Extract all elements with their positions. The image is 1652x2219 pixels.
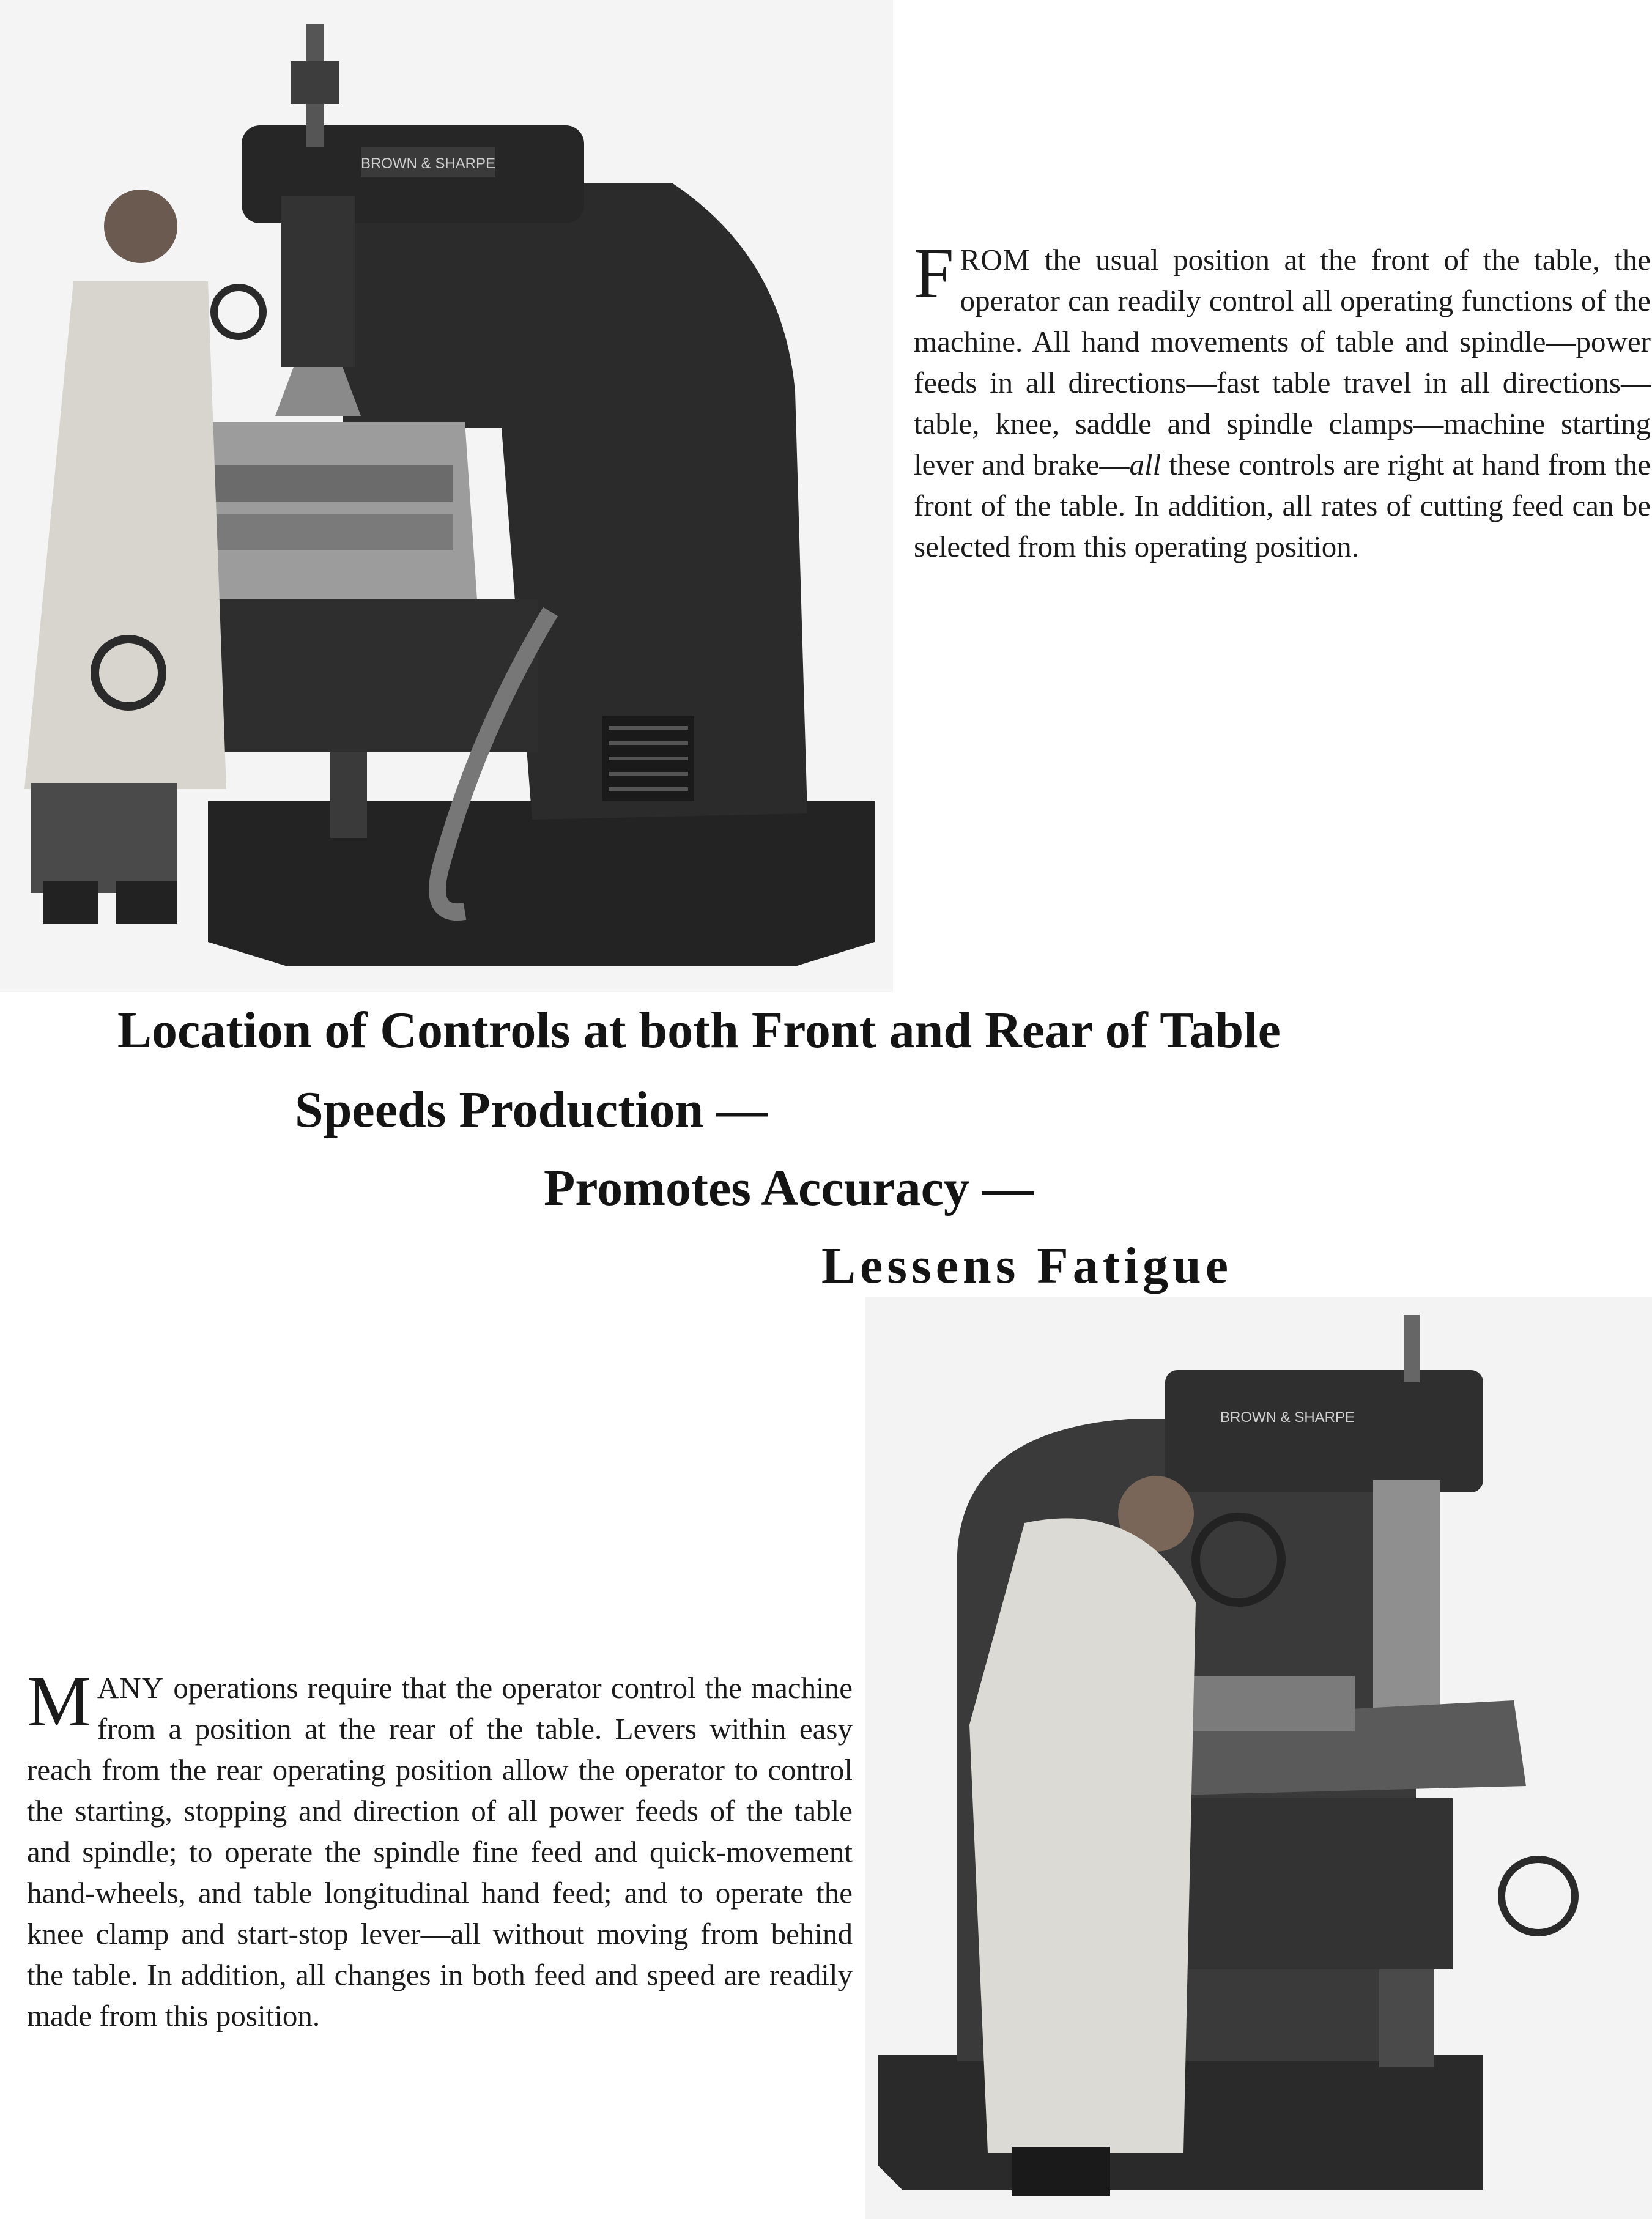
dropcap-m: M: [27, 1661, 91, 1741]
front-controls-paragraph: [914, 233, 1651, 567]
headline-line-3: Promotes Accuracy —: [544, 1160, 1034, 1217]
paragraph-lead-word: ANY: [97, 1671, 165, 1705]
headline-line-4: Lessens Fatigue: [821, 1237, 1232, 1294]
paragraph-lead-word: ROM: [960, 243, 1031, 276]
nameplate-bottom: BROWN & SHARPE: [1220, 1409, 1355, 1426]
rear-controls-paragraph: [27, 1661, 853, 2036]
top-machine-photo: [0, 0, 893, 992]
paragraph-body: operations require that the operator control the machine from a position at the rear of the table. Levers within easy reach from the rear operating position allow the operator to control the starting, stopping and direction of all power feeds of the table and spindle; to operate the spindle fine feed and quick-movement hand-wheels, and table longitudinal hand feed; and to operate the knee clamp and start-stop lever—all without moving from behind the table. In addition, all changes in both feed and speed are readily made from this position.: [27, 1671, 853, 2032]
milling-machine-front-illustration: [0, 0, 893, 992]
paragraph-body: the usual position at the front of the table, the operator can readily control all operating functions of the machine. All hand movements of table and spindle—power feeds in all directions—fast table travel in all directions—table, knee, saddle and spindle clamps—machine starting lever and brake—: [914, 243, 1651, 481]
paragraph-tail: these controls are right at hand from the front of the table. In addition, all rates of cutting feed can be selected from this operating position.: [914, 448, 1651, 563]
bottom-machine-photo: [865, 1297, 1652, 2219]
dropcap-f: F: [914, 233, 954, 313]
machine-base: [208, 801, 875, 966]
operator-coat: [969, 1518, 1196, 2153]
headline-line-2: Speeds Production —: [295, 1081, 768, 1138]
machine-head: [1165, 1370, 1483, 1492]
milling-machine-rear-illustration: [865, 1297, 1652, 2219]
nameplate-top: BROWN & SHARPE: [360, 155, 496, 172]
paragraph-emphasis: all: [1129, 448, 1161, 481]
headline-line-1: Location of Controls at both Front and Rear of Table: [117, 1002, 1281, 1059]
operator-head: [104, 190, 177, 263]
